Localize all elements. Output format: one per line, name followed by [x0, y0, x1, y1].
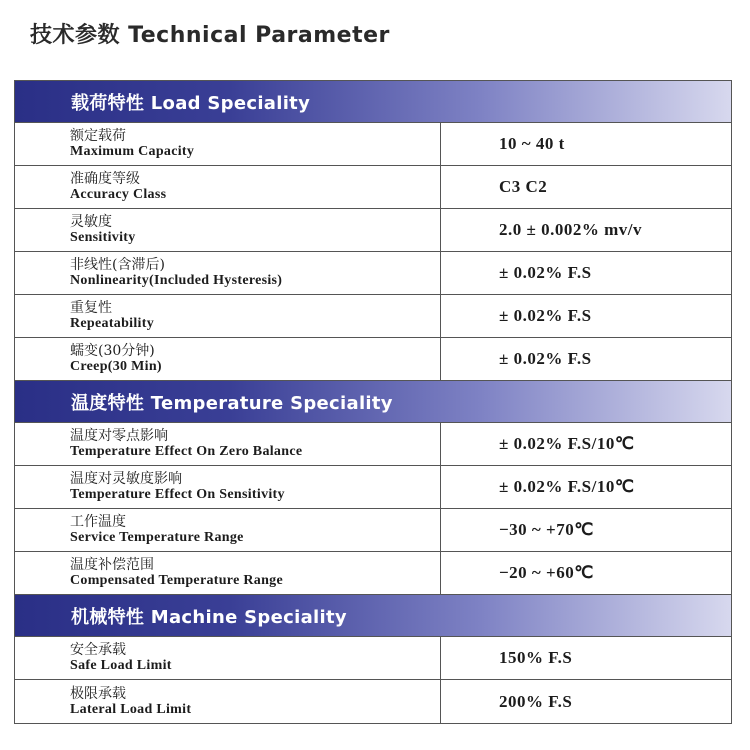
label-cn: 重复性	[70, 300, 112, 316]
row-label	[15, 295, 441, 337]
table-row	[15, 509, 731, 552]
row-value: ± 0.02% F.S/10℃	[499, 477, 635, 496]
table-row	[15, 209, 731, 252]
table-row	[15, 295, 731, 338]
row-value: ± 0.02% F.S	[499, 263, 592, 282]
label-en: Temperature Effect On Sensitivity	[70, 487, 285, 502]
row-value: 150% F.S	[499, 648, 573, 667]
row-label	[15, 509, 441, 551]
row-label	[15, 338, 441, 380]
row-label	[15, 252, 441, 294]
row-value: −20 ~ +60℃	[499, 563, 594, 582]
label-cn: 温度对灵敏度影响	[70, 471, 182, 487]
table-row	[15, 637, 731, 680]
table-row	[15, 123, 731, 166]
row-value: −30 ~ +70℃	[499, 520, 594, 539]
row-label	[15, 637, 441, 679]
row-value: 2.0 ± 0.002% mv/v	[499, 220, 642, 239]
page-title: 技术参数 Technical Parameter	[30, 23, 390, 48]
spec-table	[14, 80, 732, 724]
row-value: ± 0.02% F.S/10℃	[499, 434, 635, 453]
label-en: Sensitivity	[70, 230, 136, 245]
table-row	[15, 423, 731, 466]
table-row	[15, 338, 731, 381]
label-cn: 非线性(含滞后)	[70, 257, 165, 273]
table-row	[15, 466, 731, 509]
label-cn: 灵敏度	[70, 214, 112, 230]
row-label	[15, 680, 441, 723]
section-header-load: 载荷特性 Load Speciality	[15, 81, 731, 123]
row-label	[15, 123, 441, 165]
label-en: Creep(30 Min)	[70, 359, 162, 374]
table-row	[15, 680, 731, 723]
row-value: C3 C2	[499, 177, 548, 196]
label-cn: 安全承载	[70, 642, 126, 658]
label-en: Service Temperature Range	[70, 530, 244, 545]
label-cn: 温度补偿范围	[70, 557, 154, 573]
section-header-temperature: 温度特性 Temperature Speciality	[15, 381, 731, 423]
table-row	[15, 552, 731, 595]
row-label	[15, 166, 441, 208]
label-cn: 工作温度	[70, 514, 126, 530]
row-label	[15, 466, 441, 508]
label-cn: 极限承载	[70, 685, 126, 702]
label-cn: 蠕变(30分钟)	[70, 343, 155, 359]
row-label	[15, 209, 441, 251]
label-en: Nonlinearity(Included Hysteresis)	[70, 273, 283, 288]
label-en: Safe Load Limit	[70, 658, 172, 673]
label-en: Maximum Capacity	[70, 144, 195, 159]
label-en: Repeatability	[70, 316, 155, 331]
table-row	[15, 252, 731, 295]
label-en: Compensated Temperature Range	[70, 573, 283, 588]
section-header-machine: 机械特性 Machine Speciality	[15, 595, 731, 637]
row-value: 200% F.S	[499, 691, 573, 711]
label-en: Accuracy Class	[70, 187, 167, 202]
row-value: 10 ~ 40 t	[499, 134, 565, 153]
label-cn: 准确度等级	[70, 171, 140, 187]
table-row	[15, 166, 731, 209]
row-label	[15, 552, 441, 594]
row-label	[15, 423, 441, 465]
label-cn: 额定载荷	[70, 128, 126, 144]
label-cn: 温度对零点影响	[70, 428, 168, 444]
row-value: ± 0.02% F.S	[499, 306, 592, 325]
label-en: Lateral Load Limit	[70, 701, 192, 717]
row-value: ± 0.02% F.S	[499, 349, 592, 368]
label-en: Temperature Effect On Zero Balance	[70, 444, 303, 459]
